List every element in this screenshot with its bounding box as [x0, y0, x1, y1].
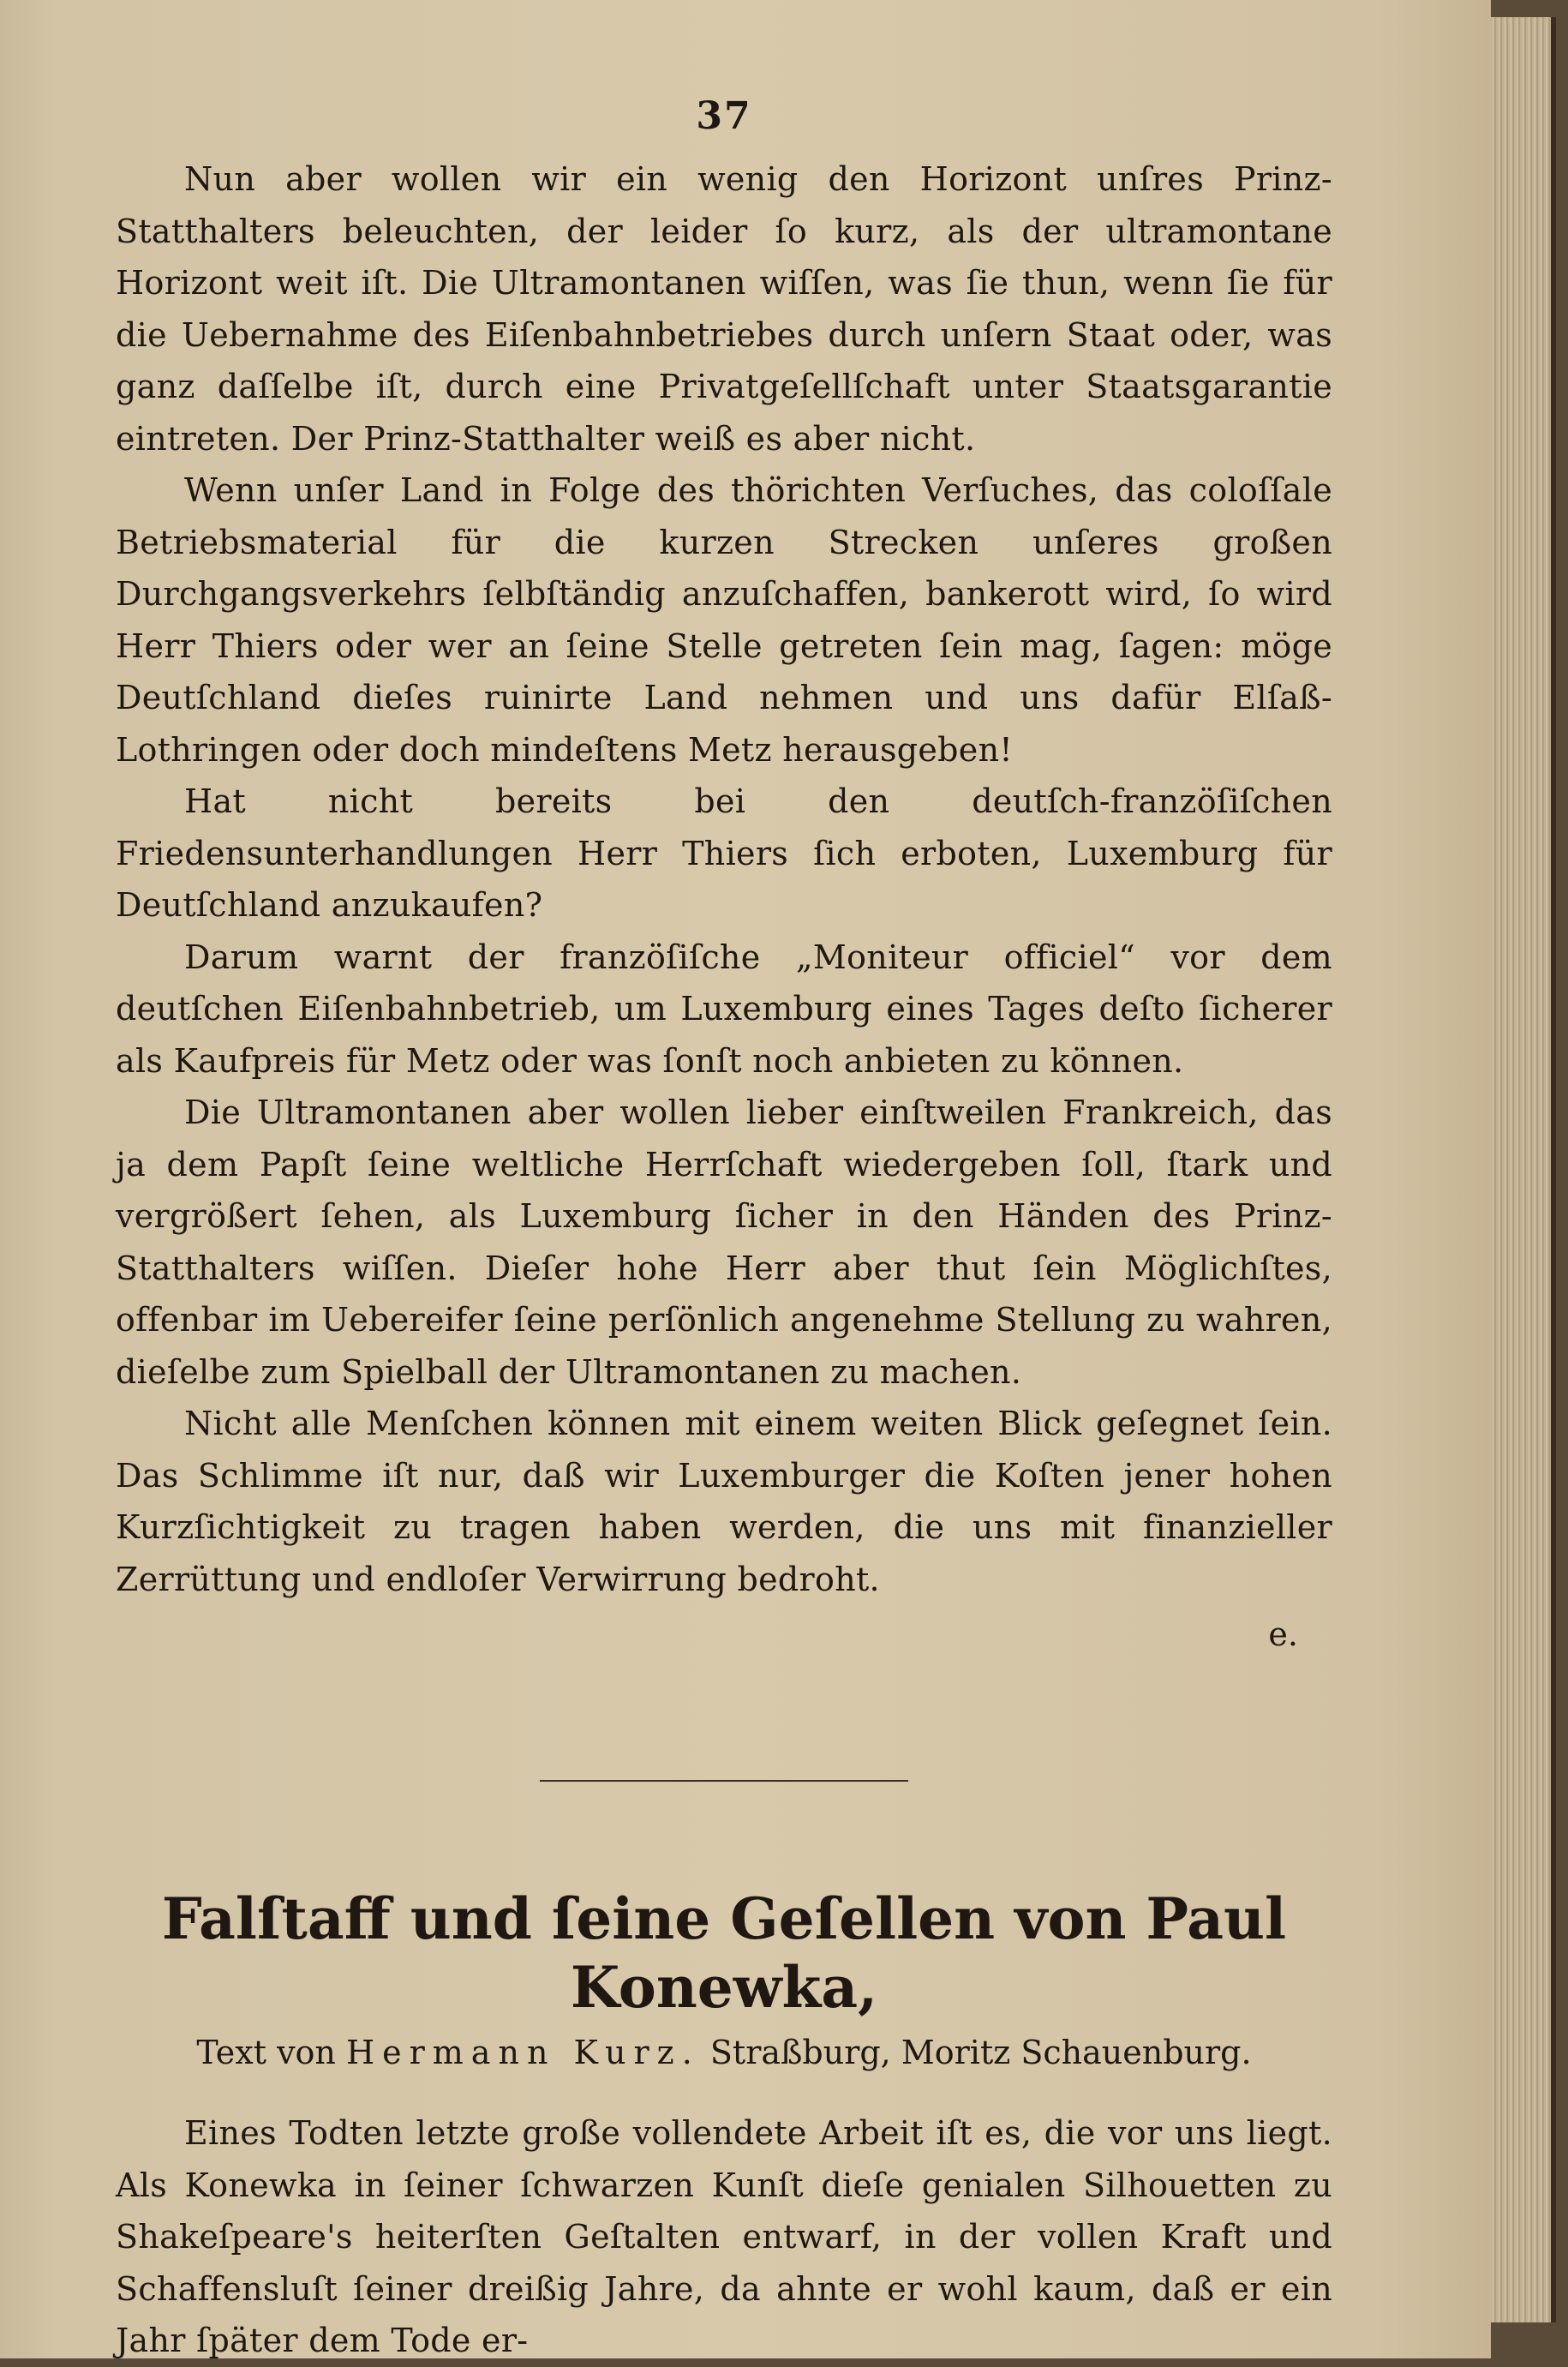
article-title: Falſtaff und ſeine Geſellen von Paul Konewka, — [161, 1885, 1287, 2021]
paragraph-4: Darum warnt der franzöſiſche „Moniteur officiel“ vor dem deutſchen Eiſenbahnbetrieb, um Luxemburg eines Tages deſto ſicherer als Kaufpreis für Metz oder was ſonſt noch anbieten zu können. — [116, 938, 1332, 1080]
article-paragraph: Eines Todten letzte große vollendete Arbeit iſt es, die vor uns liegt. Als Konewka in ſeiner ſchwarzen Kunſt dieſe genialen Silhouetten zu Shakeſpeare's heiterſten Geſtalten entwarf, in der vollen Kraft und Schaffensluſt ſeiner dreißig Jahre, da ahnte er wohl kaum, daß er ein Jahr ſpäter dem Tode er- — [116, 2114, 1332, 2359]
paragraph-1: Nun aber wollen wir ein wenig den Horizont unſres Prinz-Statthalters beleuchten, der leider ſo kurz, als der ultramontane Horizont weit iſt. Die Ultramontanen wiſſen, was ſie thun, wenn ſie für die Uebernahme des Eiſenbahnbetriebes durch unſern Staat oder, was ganz daſſelbe iſt, durch eine Privatgeſellſchaft unter Staatsgarantie eintreten. Der Prinz-Statthalter weiß es aber nicht. — [116, 160, 1332, 458]
paragraph-5: Die Ultramontanen aber wollen lieber einſtweilen Frankreich, das ja dem Papſt ſeine weltliche Herrſchaft wiedergeben ſoll, ſtark und vergrößert ſehen, als Luxemburg ſicher in den Händen des Prinz-Statthalters wiſſen. Dieſer hohe Herr aber thut ſein Möglichſtes, offenbar im Uebereifer ſeine perſönlich angenehme Stellung zu wahren, dieſelbe zum Spielball der Ultramontanen zu machen. — [116, 1094, 1332, 1391]
paragraph-2: Wenn unſer Land in Folge des thörichten Verſuches, das coloſſale Betriebsmaterial für die kurzen Strecken unſeres großen Durchgangsverkehrs ſelbſtändig anzuſchaffen, bankerott wird, ſo wird Herr Thiers oder wer an ſeine Stelle getreten ſein mag, ſagen: möge Deutſchland dieſes ruinirte Land nehmen und uns dafür Elſaß-Lothringen oder doch mindeſtens Metz herausgeben! — [116, 471, 1332, 769]
subtitle-publisher: Straßburg, Moritz Schauenburg. — [709, 2034, 1252, 2071]
article-subtitle — [116, 2028, 1332, 2076]
page-content — [116, 94, 1332, 2367]
page-edges — [1491, 17, 1556, 2322]
paragraph-3: Hat nicht bereits bei den deutſch-franzöſiſchen Friedensunterhandlungen Herr Thiers ſich erboten, Luxemburg für Deutſchland anzukaufen? — [116, 782, 1332, 924]
section-divider — [540, 1780, 908, 1782]
subtitle-prefix: Text von — [196, 2034, 336, 2071]
page-number: 37 — [696, 94, 752, 138]
author-signature: e. — [1268, 1615, 1298, 1653]
paragraph-6: Nicht alle Menſchen können mit einem weiten Blick geſegnet ſein. Das Schlimme iſt nur, daß wir Luxemburger die Koſten jener hohen Kurzſichtigkeit zu tragen haben werden, die uns mit finanzieller Zerrüttung und endloſer Verwirrung bedroht. — [116, 1405, 1332, 1598]
subtitle-author: Hermann Kurz. — [345, 2034, 700, 2071]
